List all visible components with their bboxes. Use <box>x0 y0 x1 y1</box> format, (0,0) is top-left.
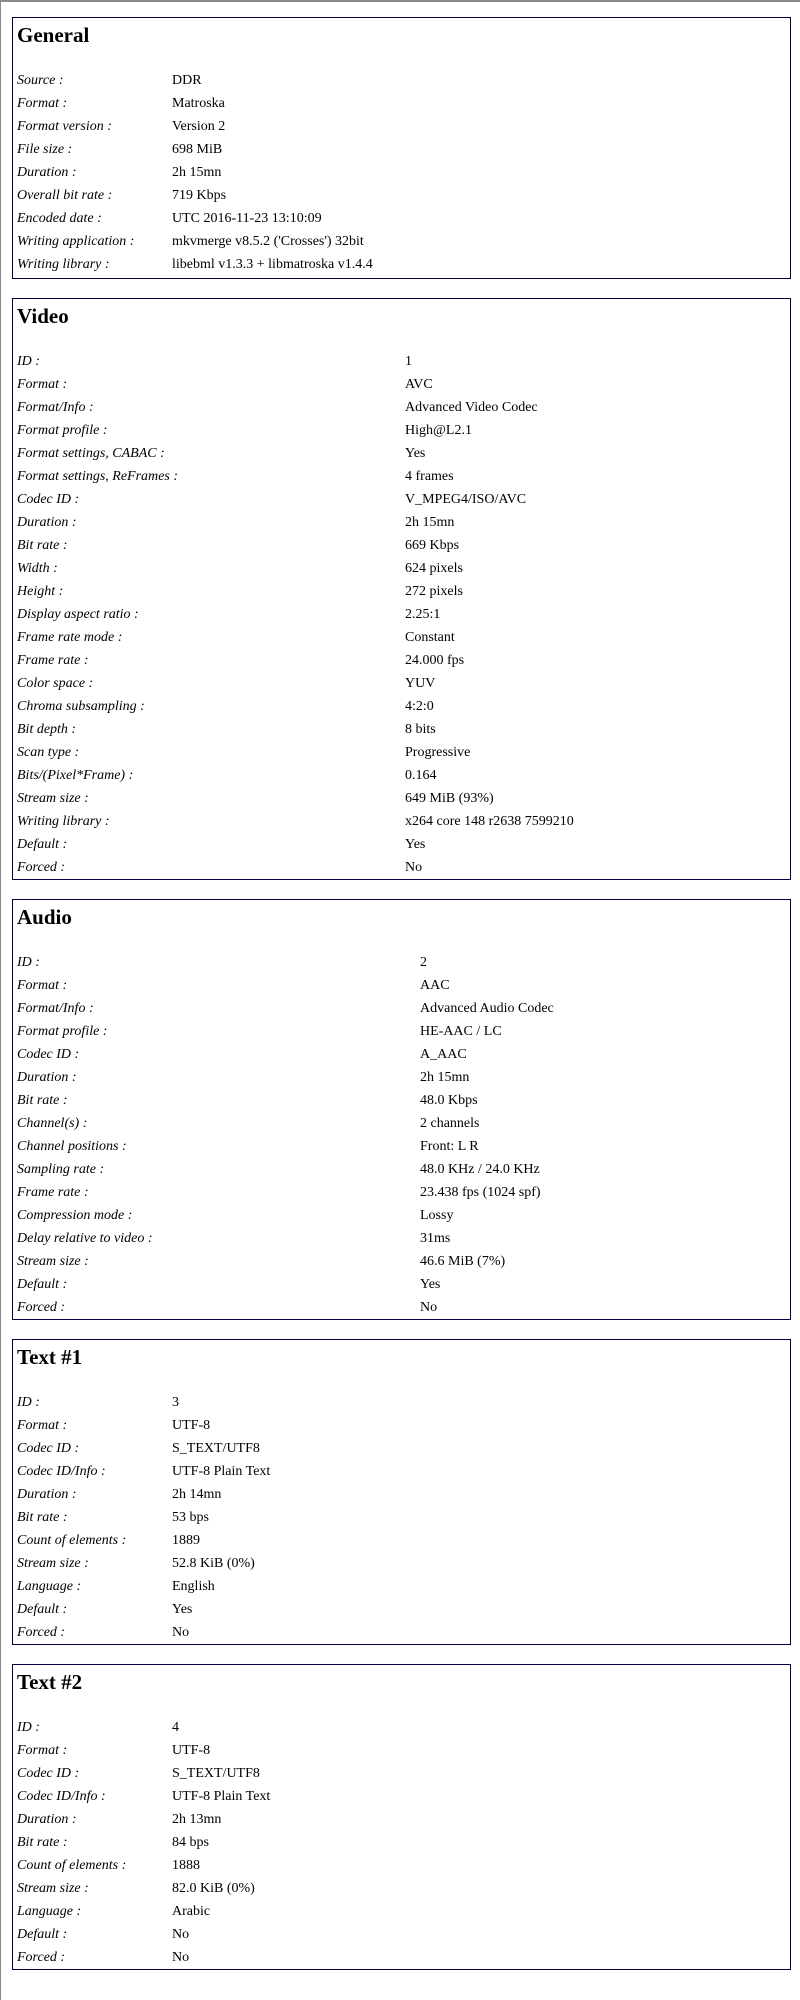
section-title: General <box>17 23 90 47</box>
property-label: Format : <box>17 1743 68 1758</box>
property-label: Language : <box>17 1904 82 1919</box>
property-row <box>17 373 786 396</box>
property-value: 4 frames <box>405 469 454 484</box>
property-label: Duration : <box>17 165 77 180</box>
property-label: Format profile : <box>17 423 108 438</box>
property-label: ID : <box>17 354 40 369</box>
property-value: 53 bps <box>172 1510 209 1525</box>
property-value: 82.0 KiB (0%) <box>172 1881 255 1896</box>
property-label: Format : <box>17 978 68 993</box>
property-row <box>17 1716 786 1739</box>
property-value: 2h 15mn <box>420 1070 470 1085</box>
property-value: 698 MiB <box>172 142 223 157</box>
property-value: 2h 13mn <box>172 1812 222 1827</box>
property-label: ID : <box>17 1395 40 1410</box>
property-label: Forced : <box>17 1625 66 1640</box>
property-row <box>17 138 786 161</box>
property-row <box>17 1923 786 1946</box>
property-row <box>17 1506 786 1529</box>
property-row <box>17 1529 786 1552</box>
property-label: Default : <box>17 1927 68 1942</box>
property-value: 31ms <box>420 1231 451 1246</box>
property-value: No <box>405 860 423 875</box>
property-label: Language : <box>17 1579 82 1594</box>
property-row <box>17 1762 786 1785</box>
text1-section <box>12 1339 791 1645</box>
property-value: libebml v1.3.3 + libmatroska v1.4.4 <box>172 257 373 272</box>
property-value: 649 MiB (93%) <box>405 791 494 806</box>
property-row <box>17 1575 786 1598</box>
property-label: Chroma subsampling : <box>17 699 145 714</box>
property-label: Compression mode : <box>17 1208 133 1223</box>
property-row <box>17 419 786 442</box>
property-value: 84 bps <box>172 1835 209 1850</box>
property-label: Width : <box>17 561 58 576</box>
property-value: English <box>172 1579 215 1594</box>
property-row <box>17 951 786 974</box>
property-value: x264 core 148 r2638 7599210 <box>405 814 574 829</box>
property-label: Format settings, ReFrames : <box>17 469 178 484</box>
property-value: 52.8 KiB (0%) <box>172 1556 255 1571</box>
property-label: Stream size : <box>17 1881 89 1896</box>
property-row <box>17 695 786 718</box>
property-row <box>17 603 786 626</box>
property-row <box>17 69 786 92</box>
property-row <box>17 1043 786 1066</box>
property-list <box>17 951 786 1319</box>
property-row <box>17 1831 786 1854</box>
property-label: Format : <box>17 1418 68 1433</box>
property-value: No <box>172 1625 190 1640</box>
property-label: Count of elements : <box>17 1533 127 1548</box>
property-value: 2 <box>420 955 427 970</box>
property-row <box>17 1437 786 1460</box>
property-value: 2h 15mn <box>405 515 455 530</box>
property-label: Channel positions : <box>17 1139 127 1154</box>
property-label: Bit rate : <box>17 538 68 553</box>
property-value: 48.0 Kbps <box>420 1093 478 1108</box>
property-value: UTF-8 <box>172 1418 211 1433</box>
property-label: Format : <box>17 377 68 392</box>
property-row <box>17 92 786 115</box>
property-value: Constant <box>405 630 455 645</box>
property-value: Yes <box>405 446 426 461</box>
property-value: UTF-8 <box>172 1743 211 1758</box>
property-value: DDR <box>172 73 202 88</box>
property-value: 23.438 fps (1024 spf) <box>420 1185 541 1200</box>
property-label: Stream size : <box>17 1556 89 1571</box>
property-label: Writing library : <box>17 257 110 272</box>
property-value: 46.6 MiB (7%) <box>420 1254 506 1269</box>
property-row <box>17 1135 786 1158</box>
property-row <box>17 1877 786 1900</box>
property-value: 719 Kbps <box>172 188 227 203</box>
property-row <box>17 1158 786 1181</box>
property-label: Format : <box>17 96 68 111</box>
section-title: Video <box>17 304 69 328</box>
property-row <box>17 442 786 465</box>
property-row <box>17 997 786 1020</box>
property-value: 1888 <box>172 1858 200 1873</box>
property-row <box>17 253 786 276</box>
property-label: Height : <box>17 584 64 599</box>
property-value: Front: L R <box>420 1139 479 1154</box>
property-label: Encoded date : <box>17 211 102 226</box>
property-list <box>17 69 786 276</box>
property-label: Delay relative to video : <box>17 1231 153 1246</box>
property-value: Lossy <box>420 1208 454 1223</box>
property-label: Codec ID : <box>17 1766 80 1781</box>
property-row <box>17 396 786 419</box>
property-value: S_TEXT/UTF8 <box>172 1766 260 1781</box>
property-value: 0.164 <box>405 768 437 783</box>
property-row <box>17 1808 786 1831</box>
property-label: Overall bit rate : <box>17 188 113 203</box>
property-row <box>17 764 786 787</box>
property-label: Forced : <box>17 860 66 875</box>
property-label: ID : <box>17 955 40 970</box>
property-label: Frame rate mode : <box>17 630 123 645</box>
property-value: No <box>172 1927 190 1942</box>
property-value: 2.25:1 <box>405 607 441 622</box>
property-label: File size : <box>17 142 73 157</box>
property-label: Duration : <box>17 1812 77 1827</box>
property-label: Sampling rate : <box>17 1162 105 1177</box>
property-row <box>17 534 786 557</box>
property-row <box>17 649 786 672</box>
property-label: Bit depth : <box>17 722 77 737</box>
property-row <box>17 230 786 253</box>
property-value: 4:2:0 <box>405 699 434 714</box>
property-value: 2h 14mn <box>172 1487 222 1502</box>
property-row <box>17 1900 786 1923</box>
property-list <box>17 1716 786 1969</box>
property-value: High@L2.1 <box>405 423 472 438</box>
property-value: S_TEXT/UTF8 <box>172 1441 260 1456</box>
property-label: Bit rate : <box>17 1093 68 1108</box>
property-row <box>17 1273 786 1296</box>
property-value: Matroska <box>172 96 225 111</box>
section-title: Text #2 <box>17 1670 83 1694</box>
property-row <box>17 1483 786 1506</box>
property-value: A_AAC <box>420 1047 467 1062</box>
property-value: 1 <box>405 354 412 369</box>
property-label: Duration : <box>17 515 77 530</box>
property-value: 272 pixels <box>405 584 463 599</box>
property-label: Duration : <box>17 1070 77 1085</box>
property-label: Display aspect ratio : <box>17 607 139 622</box>
property-label: Bit rate : <box>17 1510 68 1525</box>
property-value: 24.000 fps <box>405 653 465 668</box>
property-row <box>17 718 786 741</box>
property-value: UTF-8 Plain Text <box>172 1464 271 1479</box>
property-row <box>17 1598 786 1621</box>
property-label: Source : <box>17 73 64 88</box>
property-label: ID : <box>17 1720 40 1735</box>
property-row <box>17 1552 786 1575</box>
property-value: No <box>420 1300 438 1315</box>
property-label: Default : <box>17 1277 68 1292</box>
property-label: Duration : <box>17 1487 77 1502</box>
property-list <box>17 350 786 879</box>
property-label: Codec ID/Info : <box>17 1789 106 1804</box>
section-title: Text #1 <box>17 1345 83 1369</box>
property-label: Format/Info : <box>17 1001 94 1016</box>
property-row <box>17 1621 786 1644</box>
property-list <box>17 1391 786 1644</box>
property-row <box>17 626 786 649</box>
property-row <box>17 1785 786 1808</box>
property-value: 2 channels <box>420 1116 480 1131</box>
property-value: Progressive <box>405 745 471 760</box>
general-section <box>12 17 791 279</box>
property-value: UTC 2016-11-23 13:10:09 <box>172 211 322 226</box>
property-label: Frame rate : <box>17 653 89 668</box>
property-label: Format profile : <box>17 1024 108 1039</box>
section-title: Audio <box>17 905 72 929</box>
property-value: 8 bits <box>405 722 436 737</box>
property-value: Advanced Audio Codec <box>420 1001 554 1016</box>
property-row <box>17 1020 786 1043</box>
property-row <box>17 1296 786 1319</box>
property-value: V_MPEG4/ISO/AVC <box>405 492 527 507</box>
property-row <box>17 1739 786 1762</box>
property-row <box>17 1946 786 1969</box>
property-row <box>17 465 786 488</box>
property-row <box>17 207 786 230</box>
property-row <box>17 1089 786 1112</box>
property-label: Default : <box>17 1602 68 1617</box>
property-row <box>17 161 786 184</box>
property-value: UTF-8 Plain Text <box>172 1789 271 1804</box>
property-row <box>17 115 786 138</box>
property-label: Color space : <box>17 676 94 691</box>
property-value: 2h 15mn <box>172 165 222 180</box>
property-label: Format settings, CABAC : <box>17 446 165 461</box>
property-row <box>17 1391 786 1414</box>
property-label: Writing library : <box>17 814 110 829</box>
property-value: 3 <box>172 1395 179 1410</box>
video-section <box>12 298 791 880</box>
property-value: YUV <box>405 676 436 691</box>
property-value: 669 Kbps <box>405 538 460 553</box>
property-label: Frame rate : <box>17 1185 89 1200</box>
property-row <box>17 1250 786 1273</box>
property-label: Format version : <box>17 119 112 134</box>
property-row <box>17 810 786 833</box>
property-label: Bits/(Pixel*Frame) : <box>17 768 134 783</box>
property-label: Writing application : <box>17 234 135 249</box>
property-row <box>17 184 786 207</box>
property-label: Scan type : <box>17 745 80 760</box>
property-label: Stream size : <box>17 1254 89 1269</box>
property-row <box>17 511 786 534</box>
property-value: 1889 <box>172 1533 200 1548</box>
audio-section <box>12 899 791 1320</box>
property-label: Codec ID/Info : <box>17 1464 106 1479</box>
property-row <box>17 1112 786 1135</box>
property-value: mkvmerge v8.5.2 ('Crosses') 32bit <box>172 234 364 249</box>
property-label: Forced : <box>17 1950 66 1965</box>
property-row <box>17 741 786 764</box>
property-row <box>17 856 786 879</box>
property-row <box>17 580 786 603</box>
property-row <box>17 833 786 856</box>
text2-section <box>12 1664 791 1970</box>
property-value: No <box>172 1950 190 1965</box>
property-label: Format/Info : <box>17 400 94 415</box>
property-row <box>17 1460 786 1483</box>
property-row <box>17 672 786 695</box>
property-row <box>17 1181 786 1204</box>
property-row <box>17 1066 786 1089</box>
property-label: Codec ID : <box>17 492 80 507</box>
property-row <box>17 350 786 373</box>
property-row <box>17 787 786 810</box>
property-row <box>17 1204 786 1227</box>
property-label: Forced : <box>17 1300 66 1315</box>
property-value: HE-AAC / LC <box>420 1024 502 1039</box>
property-row <box>17 1854 786 1877</box>
property-value: 48.0 KHz / 24.0 KHz <box>420 1162 540 1177</box>
property-value: Arabic <box>172 1904 211 1919</box>
property-label: Codec ID : <box>17 1441 80 1456</box>
property-row <box>17 974 786 997</box>
property-value: Yes <box>405 837 426 852</box>
property-value: 624 pixels <box>405 561 463 576</box>
property-label: Default : <box>17 837 68 852</box>
property-label: Bit rate : <box>17 1835 68 1850</box>
property-value: AAC <box>420 978 450 993</box>
property-value: Version 2 <box>172 119 226 134</box>
property-label: Codec ID : <box>17 1047 80 1062</box>
property-label: Stream size : <box>17 791 89 806</box>
property-value: Yes <box>420 1277 441 1292</box>
property-label: Count of elements : <box>17 1858 127 1873</box>
property-row <box>17 488 786 511</box>
property-value: Yes <box>172 1602 193 1617</box>
property-label: Channel(s) : <box>17 1116 88 1131</box>
property-row <box>17 1227 786 1250</box>
property-row <box>17 557 786 580</box>
property-value: AVC <box>405 377 433 392</box>
property-value: Advanced Video Codec <box>405 400 538 415</box>
property-value: 4 <box>172 1720 179 1735</box>
property-row <box>17 1414 786 1437</box>
